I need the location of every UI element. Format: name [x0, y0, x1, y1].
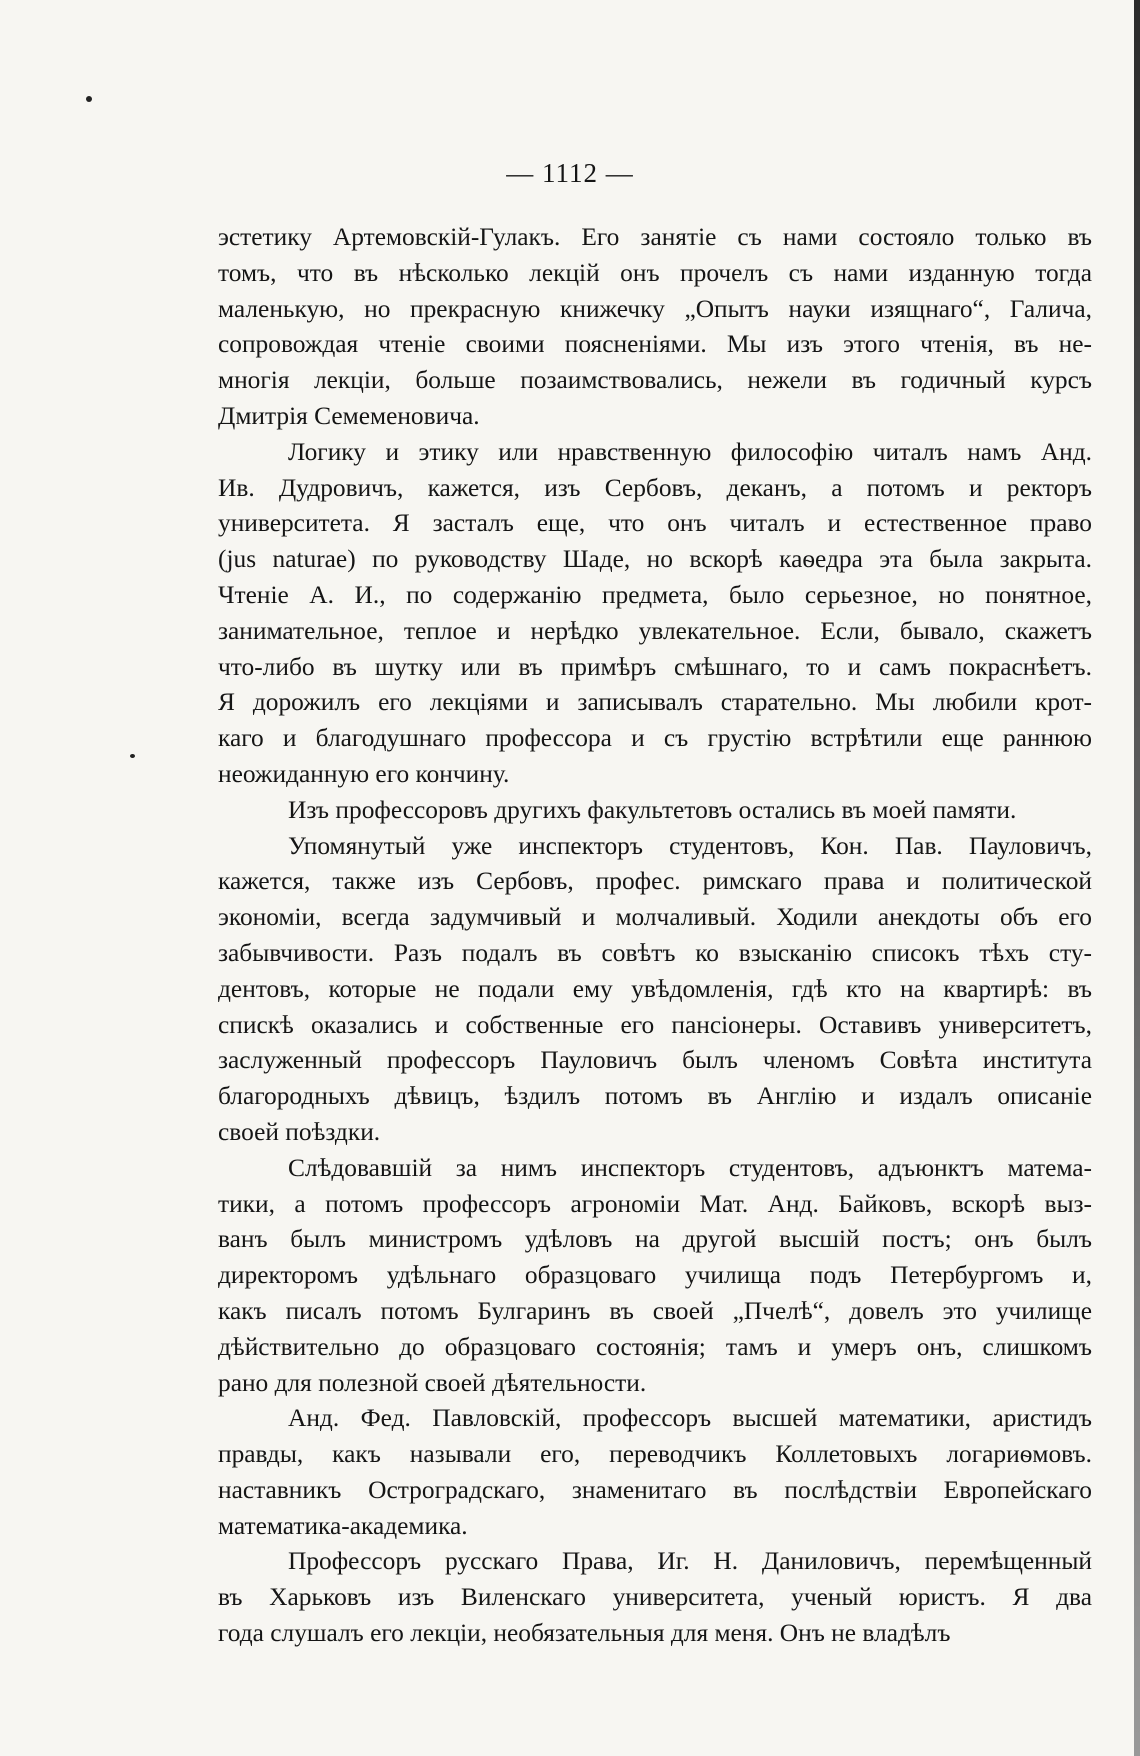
scan-speck	[130, 754, 135, 758]
text-line: заслуженный профессоръ Пауловичъ былъ членомъ Совѣта института	[218, 1046, 1092, 1075]
text-line: Изъ профессоровъ другихъ факультетовъ остались въ моей памяти.	[288, 795, 1017, 824]
page-edge-shadow	[1134, 0, 1140, 1756]
text-line: дѣйствительно до образцоваго состоянія; тамъ и умеръ онъ, слишкомъ	[218, 1332, 1092, 1361]
text-line: математика-академика.	[218, 1511, 468, 1540]
text-line: Дмитрія Семеменовича.	[218, 401, 480, 430]
text-line: дентовъ, которые не подали ему увѣдомленія, гдѣ кто на квартирѣ: въ	[218, 974, 1092, 1003]
text-line: правды, какъ называли его, переводчикъ Коллетовыхъ логариѳмовъ.	[218, 1440, 1092, 1469]
text-line: Чтеніе А. И., по содержанію предмета, было серьезное, но понятное,	[218, 580, 1092, 609]
text-line: своей поѣздки.	[218, 1117, 381, 1146]
text-line: Упомянутый уже инспекторъ студентовъ, Кон. Пав. Пауловичъ,	[288, 831, 1092, 860]
paragraph	[218, 793, 1092, 829]
text-line: неожиданную его кончину.	[218, 759, 510, 788]
text-line: Логику и этику или нравственную философію читалъ намъ Анд.	[288, 437, 1092, 466]
paragraph	[218, 1151, 1092, 1402]
text-line: многія лекціи, больше позаимствовались, нежели въ годичный курсъ	[218, 366, 1092, 395]
text-line: какъ писалъ потомъ Булгаринъ въ своей „Пчелѣ“, довелъ это училище	[218, 1296, 1092, 1325]
page-number: — 1112 —	[506, 158, 634, 188]
text-line: экономіи, всегда задумчивый и молчаливый. Ходили анекдоты объ его	[218, 903, 1092, 932]
text-line: ванъ былъ министромъ удѣловъ на другой высшій постъ; онъ былъ	[218, 1225, 1092, 1254]
text-line: рано для полезной своей дѣятельности.	[218, 1368, 647, 1397]
text-line: Профессоръ русскаго Права, Иг. Н. Даниловичъ, перемѣщенный	[288, 1547, 1092, 1576]
scan-speck	[86, 96, 92, 102]
paragraph	[218, 1401, 1092, 1544]
body-text	[218, 220, 1092, 1652]
text-line: Ив. Дудровичъ, кажется, изъ Сербовъ, деканъ, а потомъ и ректоръ	[218, 473, 1092, 502]
text-line: сопровождая чтеніе своими поясненіями. Мы изъ этого чтенія, въ не-	[218, 330, 1092, 359]
text-line: наставникъ Остроградскаго, знаменитаго въ послѣдствіи Европейскаго	[218, 1475, 1092, 1504]
text-line: тики, а потомъ профессоръ агрономіи Мат. Анд. Байковъ, вскорѣ выз-	[218, 1189, 1092, 1218]
text-line: Я дорожилъ его лекціями и записывалъ старательно. Мы любили крот-	[218, 688, 1092, 717]
text-line: Анд. Фед. Павловскій, профессоръ высшей математики, аристидъ	[288, 1404, 1092, 1433]
text-line: занимательное, теплое и нерѣдко увлекательное. Если, бывало, скажетъ	[218, 616, 1092, 645]
text-line: что-либо въ шутку или въ примѣръ смѣшнаго, то и самъ покраснѣетъ.	[218, 652, 1092, 681]
text-line: въ Харьковъ изъ Виленскаго университета, ученый юристъ. Я два	[218, 1583, 1092, 1612]
text-line: забывчивости. Разъ подалъ въ совѣтъ ко взысканію списокъ тѣхъ сту-	[218, 938, 1092, 967]
text-line: маленькую, но прекрасную книжечку „Опытъ науки изящнаго“, Галича,	[218, 294, 1092, 323]
paragraph	[218, 435, 1092, 793]
text-line: директоромъ удѣльнаго образцоваго училища подъ Петербургомъ и,	[218, 1261, 1092, 1290]
text-line: года слушалъ его лекціи, необязательныя для меня. Онъ не владѣлъ	[218, 1619, 951, 1648]
text-line: спискѣ оказались и собственные его пансіонеры. Оставивъ университетъ,	[218, 1010, 1092, 1039]
text-line: университета. Я засталъ еще, что онъ читалъ и естественное право	[218, 509, 1092, 538]
text-line: каго и благодушнаго профессора и съ грустію встрѣтили еще раннюю	[218, 724, 1092, 753]
paragraph	[218, 220, 1092, 435]
text-line: эстетику Артемовскій-Гулакъ. Его занятіе съ нами состояло только въ	[218, 223, 1092, 251]
text-line: (jus naturae) по руководству Шаде, но вскорѣ каѳедра эта была закрыта.	[218, 545, 1092, 574]
paragraph	[218, 829, 1092, 1151]
text-line: Слѣдовавшій за нимъ инспекторъ студентовъ, адъюнктъ матема-	[288, 1153, 1092, 1182]
text-line: томъ, что въ нѣсколько лекцій онъ прочелъ съ нами изданную тогда	[218, 258, 1092, 287]
text-line: кажется, также изъ Сербовъ, профес. римскаго права и политической	[218, 867, 1092, 896]
paragraph	[218, 1544, 1092, 1651]
text-line: благородныхъ дѣвицъ, ѣздилъ потомъ въ Англію и издалъ описаніе	[218, 1082, 1092, 1111]
